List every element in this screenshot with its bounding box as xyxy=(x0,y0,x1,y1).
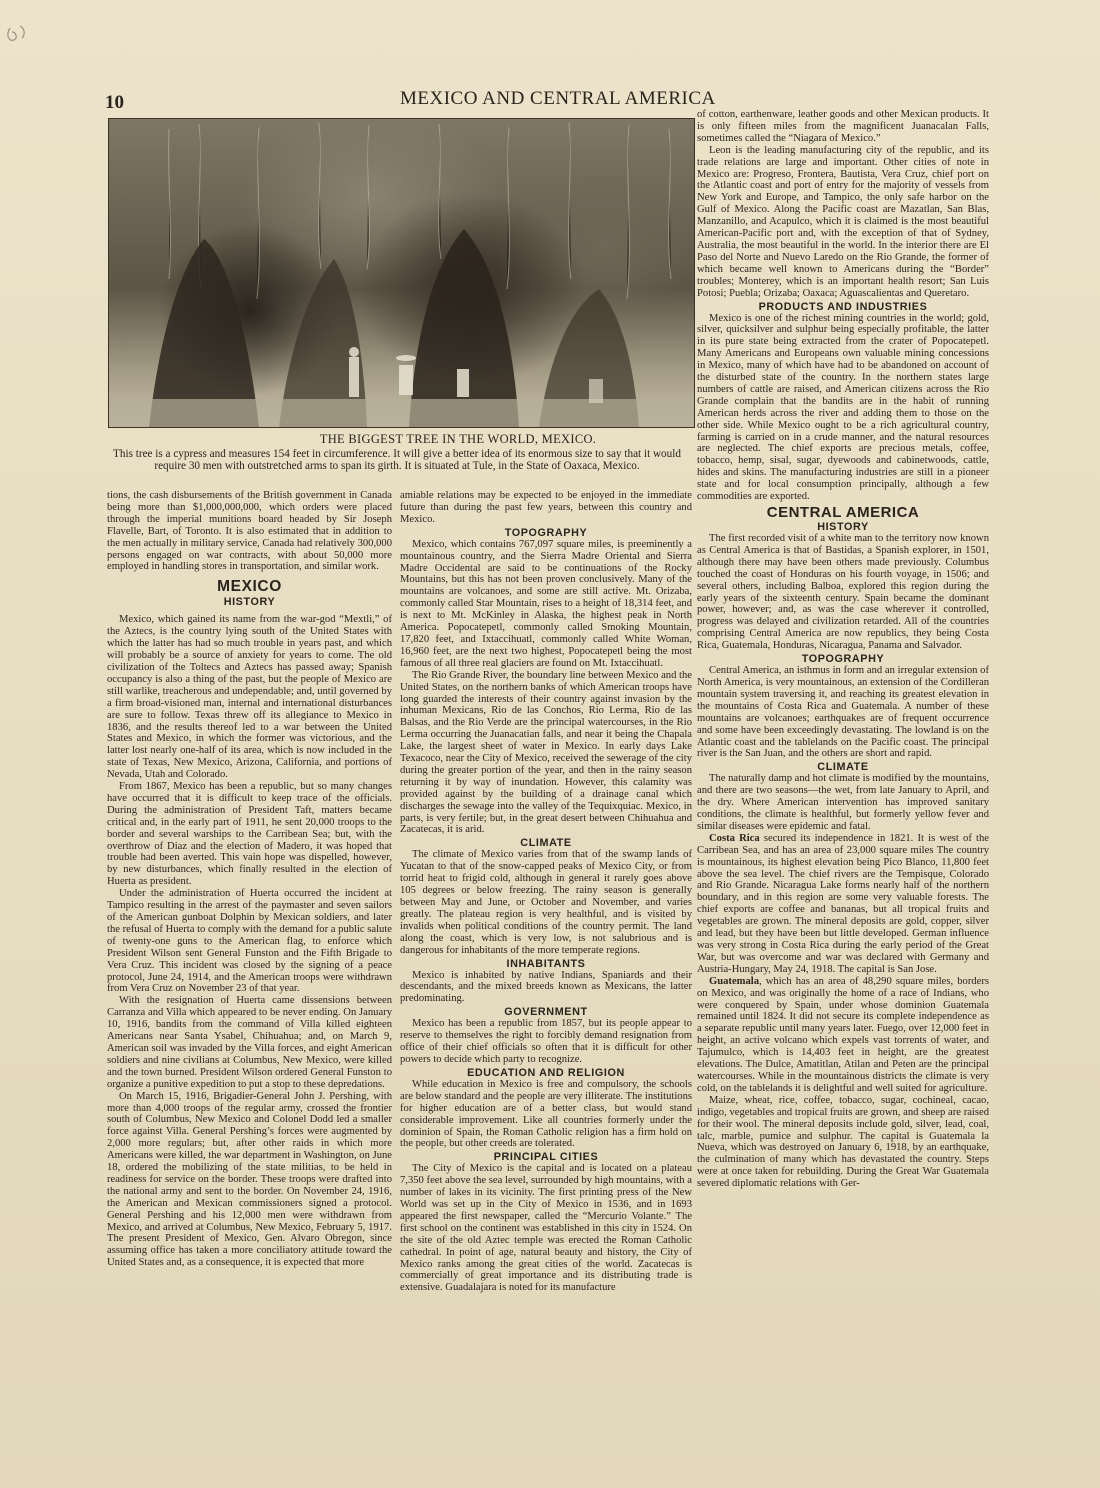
inhabitants-heading: INHABITANTS xyxy=(506,957,586,970)
ca-climate-heading: CLIMATE xyxy=(817,761,869,774)
government-heading: GOVERNMENT xyxy=(504,1006,588,1019)
cities-paragraph: The City of Mexico is the capital and is located on a plateau 7,350 feet above the sea level, surrounded by high mountains, with a number of lakes in its vicinity. The first printing press of the New World was set up in the City of Mexico in 1536, and in 1693 appeared the first newspaper, called the “Mercurio Volante.” The first school on the continent was established in this city in 1524. On the site of the old Aztec temple was erected the Roman Catholic cathedral. In point of age, natural beauty and history, the City of Mexico ranks among the great cities of the world. Zacatecas is commercially of great importance and its distributing trade is extensive. Guadalajara is noted for its manufacture xyxy=(400,1163,692,1294)
ca-history-heading: HISTORY xyxy=(817,521,869,533)
guatemala-text: , which has an area of 48,290 square miles, borders on Mexico, and was originally the home of a race of Indians, who were conquered by Spain, under whose dominion Guatemala remained until 1824. It did not secure its complete independence as a separate republic until many years later. Fuego, over 12,000 feet in height, an active volcano which expels vast torrents of water, and Tajumulco, which is 14,403 feet in height, are the greatest elevations. The Dulce, Amatitlan, Atilan and Peten are the principal watercourses. While in the mountainous districts the climate is very cold, on the tablelands it is delightful and well suited for agriculture. xyxy=(697,975,989,1094)
topography-paragraph-1: Mexico, which contains 767,097 square miles, is preeminently a mountainous country, and the Sierra Madre Oriental and Sierra Madre Occidental are said to be continuations of the Rocky Mountains, but this has not been proven conclusively. Many of the mountains are volcanoes, and some are still active. Mt. Orizaba, commonly called Star Mountain, rises to a height of 18,314 feet, and is next to Mt. McKinley in Alaska, the highest peak in North America. Popocatepetl, commonly called Smoking Mountain, 17,820 feet, and Ixtaccihuatl, commonly called White Woman, 16,960 feet, are the next two highest, Popocatepetl being the most famous of all three real glaciers are found on Mt. Ixtaccihuatl. xyxy=(400,538,692,669)
guatemala-paragraph-2: Maize, wheat, rice, coffee, tobacco, sugar, cochineal, cacao, indigo, vegetables and tropical fruits are grown, and sheep are raised for their wool. The mineral deposits include gold, silver, lead, coal, talc, marble, pumice and sulphur. The capital is Guatemala la Nueva, which was destroyed on January 6, 1918, by an earthquake, the culmination of many which has devastated the country. Steps were at once taken for rebuilding. During the Great War Guatemala severed diplomatic relations with Ger- xyxy=(697,1094,989,1190)
col1-intro: tions, the cash disbursements of the British government in Canada being more than $1,000,000,000, which orders were placed through the imperial munitions board headed by Sir Joseph Flavelle, Bart, of Toronto. It is also estimated that in addition to the men actually in military service, Canada had relatively 300,000 persons engaged on war contracts, with about 50,000 more employed in handling stores in transportation, and similar work. xyxy=(107,490,392,573)
history-paragraph-5: On March 15, 1916, Brigadier-General John J. Pershing, with more than 4,000 troops of the regular army, crossed the frontier south of Columbus, New Mexico and Colonel Dodd led a smaller force against Villa. General Pershing’s forces were augmented by 2,000 more regulars; but, after other raids in which more Americans were killed, the war department in Washington, on June 18, ordered the mobilizing of the state militias, to be held in readiness for service on the border. These troops were drafted into the national army and sent to the border. On November 24, 1916, the American and Mexican commissioners signed a protocol. General Pershing and his 12,000 men were withdrawn from Mexico, and arrived at Columbus, New Mexico, February 5, 1917. The present President of Mexico, Gen. Alvaro Obregon, since assuming office has taken a more conciliatory attitude toward the United States and, as a consequence, it is expected that more xyxy=(107,1090,392,1269)
figure-caption: This tree is a cypress and measures 154 feet in circumference. It will give a better idea of its enormous size to say that it would require 30 men with outstretched arms to span its girth. It is situated at Tule, in the State of Oaxaca, Mexico. xyxy=(113,448,681,472)
column-3 xyxy=(697,109,989,1190)
costa-rica-text: secured its independence in 1821. It is west of the Carribean Sea, and has an area of 23,000 square miles The country is mountainous, its highest elevation being Pico Blanco, 11,800 feet above the sea level. The chief rivers are the Tempisque, Colorado and Rio Grande. Nicaragua Lake forms nearly half of the northern boundary, and in this region are some very valuable forests. The chief exports are coffee and bananas, but all tropical fruits and vegetables are grown. The mineral deposits are gold, copper, silver and lead, but they have been but little developed. German influence was very strong in Costa Rica during the early period of the Great War, but was overcome and war was declared with Germany and Austria-Hungary, May 24, 1918. The capital is San Jose. xyxy=(697,832,989,975)
topography-paragraph-2: The Rio Grande River, the boundary line between Mexico and the United States, on the northern banks of which American troops have long guarded the interests of their country against invasion by the inhuman Mexicans, Rio de las Conchos, Rio Lerma, Rio de las Balsas, and the Rio Verde are the principal watercourses, in the Rio Lerma occurring the Juanacatian falls, and near it being the Chapala Lake, the largest sheet of water in Mexico. In early days Lake Texacoco, near the City of Mexico, received the sewerage of the city during the greater portion of the year, and then in the rainy season returning it by way of inundation. However, this calamity was provided against by the building of a drainage canal which discharges the sewage into the valley of the Tequixquiac. Mexico, in parts, is very fertile; but, in the great desert between Chihuahua and Zacatecas, it is arid. xyxy=(400,669,692,836)
ca-history-paragraph: The first recorded visit of a white man to the territory now known as Central America is that of Bastidas, a Spanish explorer, in 1501, although there may have been others made previously. Columbus touched the coast of Honduras on his fourth voyage, in 1506; and several others, including Balboa, explored this region during the early years of the sixteenth century. Spain became the dominant power, however; and, as was the case wherever it controlled, progress was delayed and civilization retarded. All of the countries comprising Central America are now republics, they being Costa Rica, Guatemala, Honduras, Nicaragua, Panama and Salvador. xyxy=(697,533,989,652)
products-paragraph: Mexico is one of the richest mining countries in the world; gold, silver, quicksilver and sulphur being especially profitable, the latter in its pure state being extracted from the crater of Popocatepetl. Many Americans and Europeans own valuable mining concessions in Mexico, many of which have had to be abandoned on account of the disturbed state of the country. In the northern states large numbers of cattle are raised, and American citizens across the Rio Grande complain that the bandits are in the habit of running American herds across the river and adding them to those on the other side. While Mexico ought to be a rich agricultural country, farming is carried on in a crude manner, and the natural resources are neglected. The chief exports are precious metals, coffee, tobacco, hemp, sisal, sugar, dyewoods and cabinetwoods, cattle, hides and skins. The manufacturing industries are still in a pioneer state and for local consumption principally, although a few commodities are exported. xyxy=(697,312,989,503)
figure-title: THE BIGGEST TREE IN THE WORLD, MEXICO. xyxy=(319,432,597,446)
running-title: MEXICO AND CENTRAL AMERICA xyxy=(400,88,716,109)
pencil-mark-icon xyxy=(2,20,36,50)
history-paragraph-4: With the resignation of Huerta came dissensions between Carranza and Villa which appeared to be never ending. On January 10, 1916, bandits from the command of Villa killed eighteen Americans near Santa Ysabel, Chihuahua; and, on March 9, American soil was invaded by the Villa forces, and eight American soldiers and nine civilians at Columbus, New Mexico, were killed and the town burned. President Wilson ordered General Funston to organize a punitive expedition to put a stop to these depredations. xyxy=(107,995,392,1090)
page-number: 10 xyxy=(105,92,124,113)
ca-climate-paragraph: The naturally damp and hot climate is modified by the mountains, and there are two seasons—the wet, from late January to April, and the dry. Where American intervention has improved sanitary conditions, the climate is healthful, but formerly yellow fever and similar diseases were epidemic and fatal. xyxy=(697,773,989,832)
col2-intro: amiable relations may be expected to be enjoyed in the immediate future than during the past few years, between this country and Mexico. xyxy=(400,490,692,525)
history-heading: HISTORY xyxy=(223,596,276,609)
ca-topography-heading: TOPOGRAPHY xyxy=(801,653,885,666)
ca-topography-paragraph: Central America, an isthmus in form and an irregular extension of North America, is very mountainous, an extension of the Cordilleran mountain system traversing it, and reaching its greatest elevation in the mountains of Costa Rica and Guatemala. A number of these mountains are volcanoes; earthquakes are of frequent occurrence and some have been exceedingly devastating. The lowland is on the Atlantic coast and the tablelands on the Pacific coast. The principal river is the San Juan, and the others are short and rapid. xyxy=(697,665,989,760)
cities-heading: PRINCIPAL CITIES xyxy=(493,1151,599,1164)
guatemala-paragraph xyxy=(697,976,989,1095)
mexico-heading: MEXICO xyxy=(217,578,282,596)
education-paragraph: While education in Mexico is free and compulsory, the schools are below standard and the people are very illiterate. The institutions for higher education are of a better class, but would stand considerable improvement. Like all countries formerly under the dominion of Spain, the Roman Catholic religion has a firm hold on the people, but other creeds are tolerated. xyxy=(400,1078,692,1150)
education-heading: EDUCATION AND RELIGION xyxy=(467,1066,625,1079)
column-2 xyxy=(400,490,692,1294)
topography-heading: TOPOGRAPHY xyxy=(504,526,588,539)
products-heading: PRODUCTS AND INDUSTRIES xyxy=(758,300,928,313)
guatemala-name: Guatemala xyxy=(709,975,760,987)
leon-paragraph: Leon is the leading manufacturing city of the republic, and its trade relations are large and important. Other cities of note in Mexico are: Progreso, Frontera, Bautista, Vera Cruz, chief port on the Atlantic coast and port of entry for the majority of vessels from New York and Europe, and Tampico, the only safe harbor on the Gulf of Mexico. Along the Pacific coast are Mazatlan, San Blas, Manzanillo, and Acapulco, which it is claimed is the most beautiful American-Pacific port and, with the exception of that of Sydney, Australia, the most beautiful in the world. In the interior there are El Paso del Norte and Nuevo Laredo on the Rio Grande, the former of which became well known to Americans during the “Border” troubles; Monterey, which is an important health resort; San Luis Potosi; Puebla; Orizaba; Oaxaca; Aguascalientas and Queretaro. xyxy=(697,144,989,299)
column-1 xyxy=(107,490,392,1269)
government-paragraph: Mexico has been a republic from 1857, but its people appear to reserve to themselves the right to forcibly demand resignation from office of their chief officials so often that it is difficult for other powers to decide which party to recognize. xyxy=(400,1018,692,1065)
costa-rica-name: Costa Rica xyxy=(709,832,760,844)
history-paragraph-1: Mexico, which gained its name from the war-god “Mextli,” of the Aztecs, is the country lying south of the United States with which the latter has had so much trouble in years past, and which will probably be a source of anxiety for years to come. The old civilization of the Toltecs and Aztecs has passed away; Spanish occupancy is also a thing of the past, but the people of Mexico are still warlike, treacherous and undependable; and, until governed by a firm broad-visioned man, internal and international disturbances are sure to follow. Texas threw off its allegiance to Mexico in 1836, and the results thereof led to a war between the United States and Mexico, in which the former was victorious, and the latter lost nearly one-half of its area, which is now included in the state of Texas, New Mexico, Arizona, California, and portions of Nevada, Utah and Colorado. xyxy=(107,614,392,781)
tree-illustration xyxy=(109,119,694,427)
col3-intro: of cotton, earthenware, leather goods and other Mexican products. It is only fifteen miles from the magnificent Juanacalan Falls, sometimes called the “Niagara of Mexico.” xyxy=(697,109,989,144)
climate-heading: CLIMATE xyxy=(520,837,572,850)
tree-photograph xyxy=(108,118,695,428)
central-america-heading: CENTRAL AMERICA xyxy=(766,504,920,521)
history-paragraph-3: Under the administration of Huerta occurred the incident at Tampico resulting in the arrest of the paymaster and seven sailors of the American gunboat Dolphin by Mexican soldiers, and later the refusal of Huerta to comply with the demand for a public salute of twenty-one guns to the American flag, to enforce which President Wilson sent General Funston and the Fifth Brigade to Vera Cruz. This incident was closed by the signing of a peace protocol, June 24, 1914, and the American troops were withdrawn from Vera Cruz on November 23 of that year. xyxy=(107,888,392,995)
climate-paragraph: The climate of Mexico varies from that of the swamp lands of Yucatan to that of the snow-capped peaks of Mexico City, or from torrid heat to frigid cold, although in general it rarely goes above 105 degrees or below freezing. The rainy season is generally between May and June, or October and November, and varies greatly. The plateau region is very healthful, and is visited by invalids when political conditions of the country permit. The land along the coast, which is very low, is not salubrious and is dangerous for inhabitants of the more temperate regions. xyxy=(400,849,692,956)
costa-rica-paragraph xyxy=(697,833,989,976)
history-paragraph-2: From 1867, Mexico has been a republic, but so many changes have occurred that it is difficult to keep trace of the officials. During the administration of President Taft, matters became critical and, in the early part of 1911, he sent 20,000 troops to the border and several warships to the Carribean Sea; but, with the overthrow of Diaz and the election of Madero, it was hoped that trouble had been averted. This vain hope was dispelled, however, by new disturbances, which finally resulted in the election of Huerta as president. xyxy=(107,781,392,888)
inhabitants-paragraph: Mexico is inhabited by native Indians, Spaniards and their descendants, and the mixed breeds known as Mexicans, the latter predominating. xyxy=(400,969,692,1005)
